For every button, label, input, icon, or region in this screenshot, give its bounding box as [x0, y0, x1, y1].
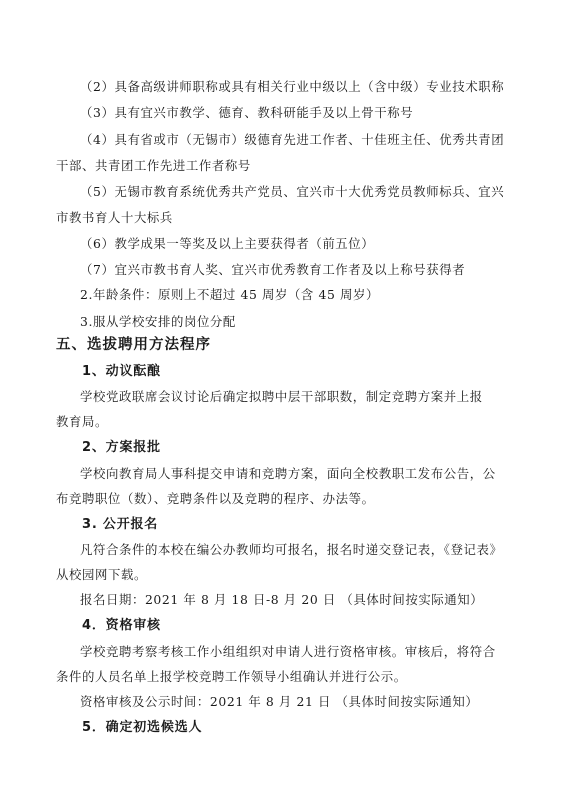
step-3-text-line1: 凡符合条件的本校在编公办教师均可报名，报名时递交登记表，《登记表》	[80, 542, 503, 557]
position-assignment: 3.服从学校安排的岗位分配	[80, 314, 236, 329]
step-1-heading: 1、动议酝酿	[82, 364, 161, 379]
age-condition: 2.年龄条件：原则上不超过 45 周岁（含 45 周岁）	[80, 287, 379, 302]
condition-2: （2）具备高级讲师职称或具有相关行业中级以上（含中级）专业技术职称	[80, 79, 505, 94]
registration-dates: 报名日期：2021 年 8 月 18 日-8 月 20 日 （具体时间按实际通知）	[80, 592, 484, 607]
step-4-heading: 4．资格审核	[82, 618, 161, 633]
condition-5-line2: 市教书育人十大标兵	[56, 210, 173, 225]
step-5-heading: 5．确定初选候选人	[82, 720, 203, 735]
step-2-text-line1: 学校向教育局人事科提交申请和竞聘方案，面向全校教职工发布公告，公	[80, 466, 496, 481]
condition-6: （6）教学成果一等奖及以上主要获得者（前五位）	[80, 236, 375, 251]
step-1-text-line1: 学校党政联席会议讨论后确定拟聘中层干部职数，制定竞聘方案并上报	[80, 389, 483, 404]
condition-5-line1: （5）无锡市教育系统优秀共产党员、宜兴市十大优秀党员教师标兵、宜兴	[80, 184, 505, 199]
step-2-text-line2: 布竞聘职位（数）、竞聘条件以及竞聘的程序、办法等。	[56, 491, 375, 506]
condition-4-line1: （4）具有省或市（无锡市）级德育先进工作者、十佳班主任、优秀共青团	[80, 132, 505, 147]
step-2-heading: 2、方案报批	[82, 440, 161, 455]
condition-3: （3）具有宜兴市教学、德育、教科研能手及以上骨干称号	[80, 105, 414, 120]
section-heading: 五、选拔聘用方法程序	[56, 337, 211, 353]
step-4-text-line1: 学校竞聘考察考核工作小组组织对申请人进行资格审核。审核后，将符合	[80, 644, 496, 659]
step-3-heading: 3. 公开报名	[82, 517, 159, 532]
step-4-text-line2: 条件的人员名单上报学校竞聘工作领导小组确认并进行公示。	[56, 669, 407, 684]
review-dates: 资格审核及公示时间：2021 年 8 月 21 日 （具体时间按实际通知）	[80, 694, 479, 709]
step-1-text-line2: 教育局。	[56, 414, 108, 429]
condition-7: （7）宜兴市教书育人奖、宜兴市优秀教育工作者及以上称号获得者	[80, 262, 466, 277]
step-3-text-line2: 从校园网下载。	[56, 567, 147, 582]
condition-4-line2: 干部、共青团工作先进工作者称号	[56, 158, 251, 173]
